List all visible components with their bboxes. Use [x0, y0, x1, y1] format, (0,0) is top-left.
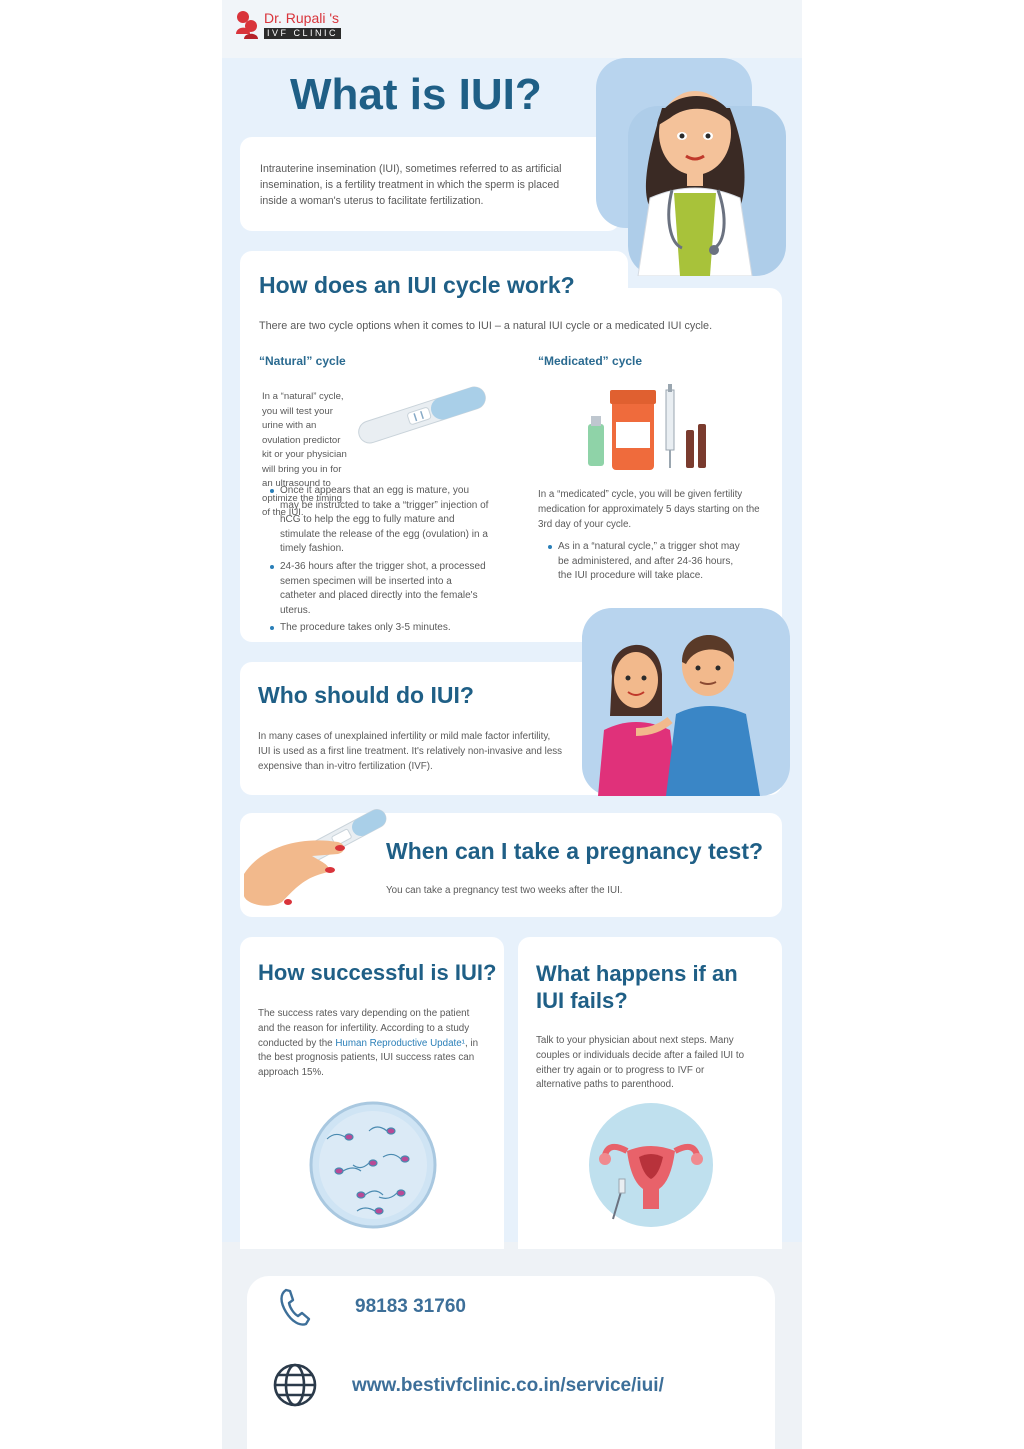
fails-title: What happens if an IUI fails?	[536, 961, 738, 1013]
success-text-part1: The success rates vary depending on the patient and the reason for infertility. According to a study conducted by the	[258, 1008, 470, 1049]
uterus-illustration	[587, 1101, 715, 1229]
medication-illustration	[582, 382, 718, 474]
study-link[interactable]: Human Reproductive Update¹	[335, 1037, 465, 1049]
medicated-heading: “Medicated” cycle	[538, 354, 643, 368]
medicated-paragraph: In a “medicated” cycle, you will be given fertility medication for approximately 5 days starting on the 3rd day of your cycle.	[538, 489, 760, 530]
fails-text: Talk to your physician about next steps. Many couples or individuals decide after a failed IUI to either try again or to progress to IVF or alternative paths to parenthood.	[536, 1035, 745, 1091]
pregnancy-test-hand-illustration	[242, 806, 390, 910]
who-text: In many cases of unexplained infertility or mild male factor infertility, IUI is used as a first line treatment. It's relatively non-invasive and less expensive than in-vitro fertilization (IVF).	[258, 731, 563, 772]
natural-heading: “Natural” cycle	[259, 354, 346, 368]
natural-paragraph: In a “natural” cycle, you will test your urine with an ovulation predictor kit or your physician will bring you in for an ultrasound to optimize the timing of the IUI.	[262, 391, 347, 518]
brand-subtitle: IVF CLINIC	[264, 28, 341, 39]
brand-logo[interactable]	[234, 8, 364, 42]
medicated-bullet: As in a “natural cycle,” a trigger shot may be administered, and after 24-36 hours, the IUI procedure will take place.	[542, 540, 748, 584]
cycle-title: How does an IUI cycle work?	[259, 272, 575, 298]
test-title: When can I take a pregnancy test?	[386, 838, 764, 864]
couple-illustration	[596, 620, 776, 796]
contact-card	[247, 1276, 775, 1449]
cycle-intro: There are two cycle options when it comes to IUI – a natural IUI cycle or a medicated IUI cycle.	[259, 320, 713, 332]
doctor-illustration	[610, 58, 780, 276]
globe-icon[interactable]	[272, 1362, 318, 1408]
phone-number[interactable]: 98183 31760	[355, 1296, 466, 1317]
success-text	[258, 1007, 482, 1081]
natural-bullets	[264, 484, 490, 639]
sperm-petri-illustration	[309, 1101, 437, 1229]
intro-text: Intrauterine insemination (IUI), sometimes referred to as artificial insemination, is a fertility treatment in which the sperm is placed inside a woman's uterus to facilitate fertilization.	[260, 163, 562, 207]
medicated-bullets	[542, 540, 748, 587]
brand-name: Dr. Rupali 's	[264, 10, 340, 26]
website-link[interactable]: www.bestivfclinic.co.in/service/iui/	[352, 1375, 664, 1396]
success-title: How successful is IUI?	[258, 960, 497, 985]
natural-bullet: The procedure takes only 3-5 minutes.	[264, 621, 490, 636]
logo-icon	[234, 8, 264, 40]
phone-icon[interactable]	[278, 1288, 312, 1328]
intro-title: What is IUI?	[290, 70, 542, 119]
intro-card	[240, 137, 620, 231]
natural-bullet: Once it appears that an egg is mature, you may be instructed to take a “trigger” injection of hCG to help the egg to fully mature and stimulate the release of the egg (ovulation) in a timely fashion.	[264, 484, 490, 557]
test-text: You can take a pregnancy test two weeks after the IUI.	[386, 885, 623, 896]
natural-bullet: 24-36 hours after the trigger shot, a processed semen specimen will be inserted into a catheter and placed directly into the female's uterus.	[264, 560, 490, 618]
success-text-part2: , in the best prognosis patients, IUI success rates can approach 15%.	[258, 1037, 479, 1079]
who-title: Who should do IUI?	[258, 682, 474, 708]
ovulation-kit-illustration	[352, 384, 492, 446]
